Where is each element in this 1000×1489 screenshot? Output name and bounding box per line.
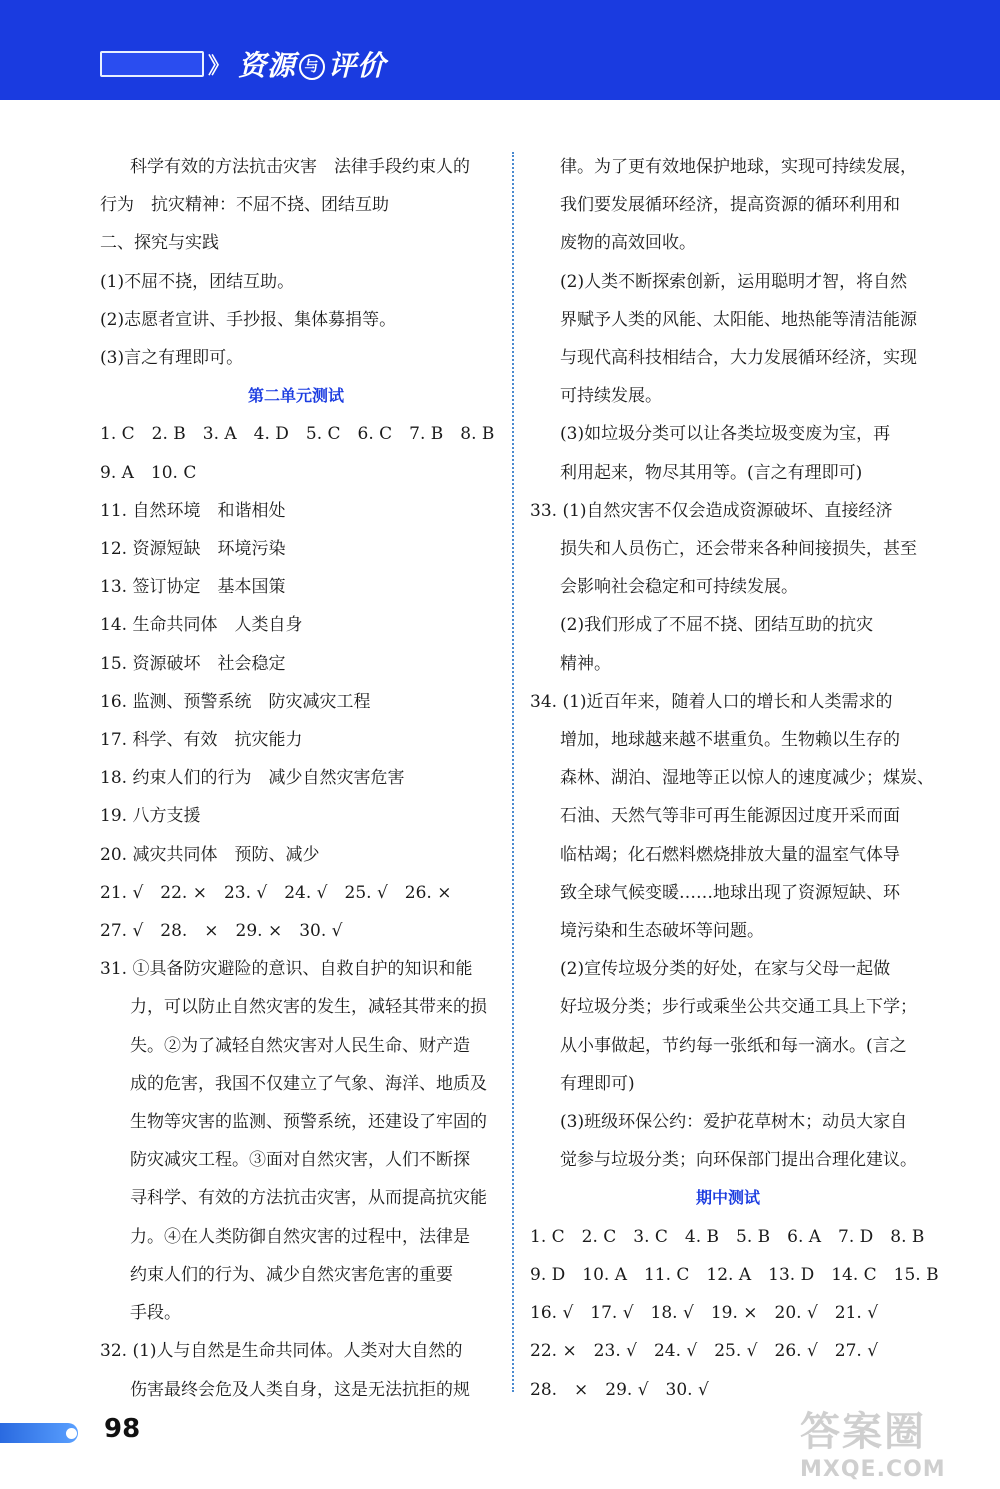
footer-dot-icon bbox=[66, 1428, 77, 1439]
answer-line: 寻科学、有效的方法抗击灾害，从而提高抗灾能 bbox=[130, 1188, 487, 1209]
answer-line: (2)宣传垃圾分类的好处，在家与父母一起做 bbox=[560, 959, 891, 980]
answer-line: 行为 抗灾精神：不屈不挠、团结互助 bbox=[100, 195, 389, 216]
answer-line: 1. C 2. B 3. A 4. D 5. C 6. C 7. B 8. B bbox=[100, 424, 495, 445]
answer-line: 会影响社会稳定和可持续发展。 bbox=[560, 577, 798, 598]
answer-line: 19. 八方支援 bbox=[100, 806, 201, 827]
answer-line: 约束人们的行为、减少自然灾害危害的重要 bbox=[130, 1264, 453, 1285]
answer-line: (2)志愿者宣讲、手抄报、集体募捐等。 bbox=[100, 309, 397, 330]
answer-line: 34. (1)近百年来，随着人口的增长和人类需求的 bbox=[530, 691, 893, 712]
answer-line: 有理即可) bbox=[560, 1073, 635, 1094]
answer-line: 与现代高科技相结合，大力发展循环经济，实现 bbox=[560, 348, 917, 369]
answer-line: 石油、天然气等非可再生能源因过度开采而面 bbox=[560, 806, 900, 827]
answer-line: 9. A 10. C bbox=[100, 462, 197, 483]
answer-line: (2)人类不断探索创新，运用聪明才智，将自然 bbox=[560, 271, 908, 292]
header-title-part2: 评价 bbox=[328, 49, 387, 82]
right-column bbox=[530, 148, 939, 1409]
answer-line: 21. √ 22. × 23. √ 24. √ 25. √ 26. × bbox=[100, 882, 452, 903]
answer-line: 防灾减灾工程。③面对自然灾害，人们不断探 bbox=[130, 1150, 470, 1171]
answer-line: 利用起来，物尽其用等。(言之有理即可) bbox=[560, 462, 863, 483]
column-divider bbox=[512, 152, 514, 1392]
page-header bbox=[0, 0, 1000, 100]
answer-line: 失。②为了减轻自然灾害对人民生命、财产造 bbox=[130, 1035, 470, 1056]
answer-line: 精神。 bbox=[560, 653, 611, 674]
answer-line: 18. 约束人们的行为 减少自然灾害危害 bbox=[100, 768, 405, 789]
answer-line: 20. 减灾共同体 预防、减少 bbox=[100, 844, 320, 865]
answer-line: 好垃圾分类；步行或乘坐公共交通工具上下学； bbox=[560, 997, 917, 1018]
answer-line: 11. 自然环境 和谐相处 bbox=[100, 500, 286, 521]
answer-line: 临枯竭；化石燃料燃烧排放大量的温室气体导 bbox=[560, 844, 900, 865]
header-brand bbox=[100, 44, 386, 84]
page-number: 98 bbox=[104, 1414, 141, 1444]
answer-line: 力。④在人类防御自然灾害的过程中，法律是 bbox=[130, 1226, 470, 1247]
answer-line: 科学有效的方法抗击灾害 法律手段约束人的 bbox=[130, 157, 470, 177]
answer-line: 从小事做起，节约每一张纸和每一滴水。(言之 bbox=[560, 1035, 907, 1056]
section-heading: 第二单元测试 bbox=[247, 386, 344, 406]
answer-line: 二、探究与实践 bbox=[100, 233, 219, 254]
answer-line: 16. √ 17. √ 18. √ 19. × 20. √ 21. √ bbox=[530, 1303, 879, 1324]
answer-line: 31. ①具备防灾避险的意识、自救自护的知识和能 bbox=[100, 959, 473, 980]
answer-line: (3)班级环保公约：爱护花草树木；动员大家自 bbox=[560, 1112, 908, 1133]
answer-line: (2)我们形成了不屈不挠、团结互助的抗灾 bbox=[560, 615, 874, 636]
answer-line: 界赋予人类的风能、太阳能、地热能等清洁能源 bbox=[560, 309, 917, 330]
answer-line: 我们要发展循环经济，提高资源的循环利用和 bbox=[560, 195, 900, 216]
answer-line: 33. (1)自然灾害不仅会造成资源破坏、直接经济 bbox=[530, 500, 893, 521]
answer-line: 手段。 bbox=[130, 1303, 181, 1324]
answer-line: 12. 资源短缺 环境污染 bbox=[100, 539, 286, 560]
answer-line: 森林、湖泊、湿地等正以惊人的速度减少；煤炭、 bbox=[560, 768, 934, 789]
watermark-logo bbox=[800, 1400, 980, 1482]
watermark-top: 答案圈 bbox=[800, 1409, 926, 1455]
answer-line: 成的危害，我国不仅建立了气象、海洋、地质及 bbox=[130, 1073, 487, 1094]
header-decor-bar bbox=[100, 51, 204, 77]
section-heading: 期中测试 bbox=[695, 1188, 760, 1208]
answer-line: (1)不屈不挠，团结互助。 bbox=[100, 271, 295, 292]
answer-line: 生物等灾害的监测、预警系统，还建设了牢固的 bbox=[130, 1112, 487, 1133]
answer-line: 境污染和生态破坏等问题。 bbox=[560, 921, 764, 942]
answer-line: 17. 科学、有效 抗灾能力 bbox=[100, 730, 303, 751]
answer-line: 废物的高效回收。 bbox=[560, 233, 696, 254]
answer-line: 28. × 29. √ 30. √ bbox=[530, 1379, 709, 1400]
answer-line: 32. (1)人与自然是生命共同体。人类对大自然的 bbox=[100, 1341, 463, 1362]
left-column bbox=[100, 148, 495, 1409]
answer-line: 律。为了更有效地保护地球，实现可持续发展， bbox=[560, 157, 917, 177]
answer-line: 可持续发展。 bbox=[560, 386, 662, 407]
answer-line: 13. 签订协定 基本国策 bbox=[100, 577, 286, 598]
answer-line: 22. × 23. √ 24. √ 25. √ 26. √ 27. √ bbox=[530, 1341, 879, 1362]
answer-line: 16. 监测、预警系统 防灾减灾工程 bbox=[100, 691, 371, 712]
header-title bbox=[238, 44, 386, 84]
answer-line: 力，可以防止自然灾害的发生，减轻其带来的损 bbox=[130, 997, 487, 1018]
answer-line: 损失和人员伤亡，还会带来各种间接损失，甚至 bbox=[560, 539, 917, 560]
answer-line: 27. √ 28. × 29. × 30. √ bbox=[100, 921, 343, 942]
answer-line: (3)如垃圾分类可以让各类垃圾变废为宝，再 bbox=[560, 424, 891, 445]
answer-line: 致全球气候变暖……地球出现了资源短缺、环 bbox=[560, 882, 900, 903]
answer-line: 觉参与垃圾分类；向环保部门提出合理化建议。 bbox=[560, 1150, 917, 1171]
chevron-right-icon: 》 bbox=[208, 53, 231, 79]
answer-line: 15. 资源破坏 社会稳定 bbox=[100, 653, 286, 674]
answer-line: (3)言之有理即可。 bbox=[100, 348, 244, 369]
answer-line: 1. C 2. C 3. C 4. B 5. B 6. A 7. D 8. B bbox=[530, 1226, 925, 1247]
answer-line: 增加，地球越来越不堪重负。生物赖以生存的 bbox=[560, 730, 900, 751]
answer-line: 伤害最终会危及人类自身，这是无法抗拒的规 bbox=[130, 1379, 470, 1400]
answer-line: 9. D 10. A 11. C 12. A 13. D 14. C 15. B bbox=[530, 1264, 939, 1285]
watermark-bottom: MXQE.COM bbox=[800, 1457, 946, 1482]
answer-line: 14. 生命共同体 人类自身 bbox=[100, 615, 303, 636]
header-title-part1: 资源 bbox=[238, 49, 297, 82]
header-title-connector: 与 bbox=[299, 54, 325, 80]
